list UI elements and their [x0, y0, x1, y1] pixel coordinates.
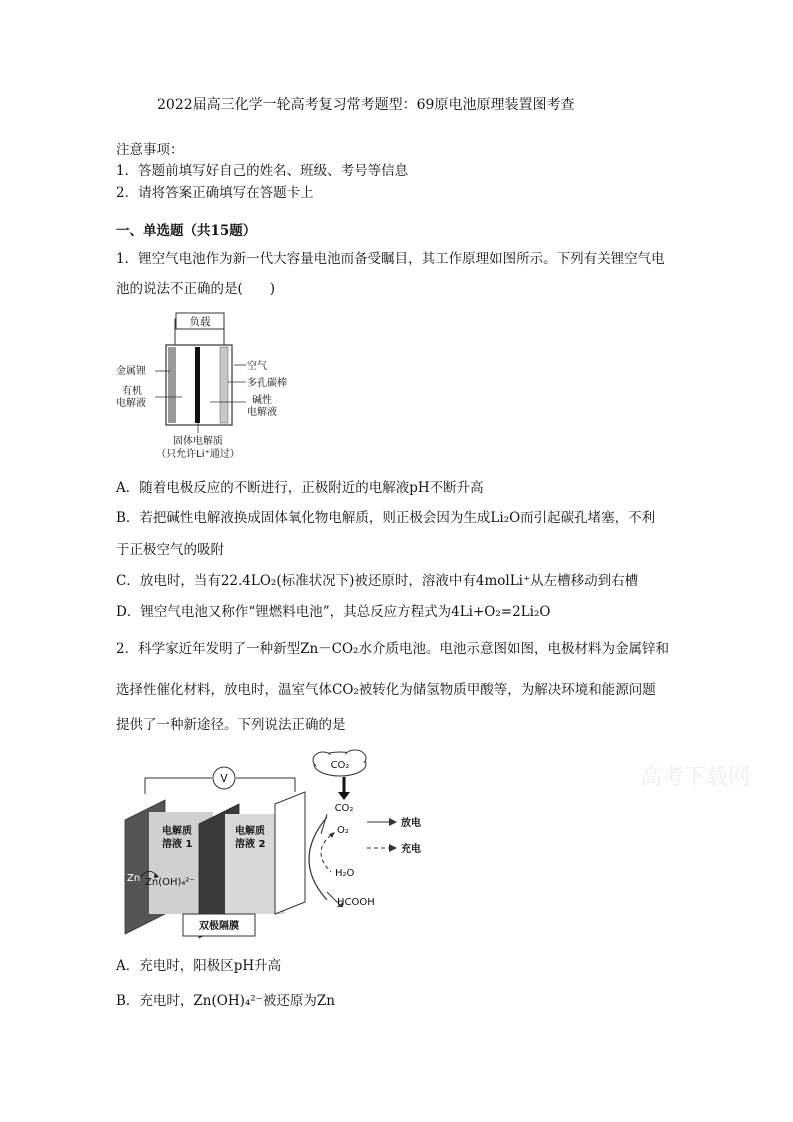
legend-discharge: 放电: [401, 818, 421, 829]
q2-option-a: A．充电时，阳极区pH升高: [116, 958, 282, 974]
catalytic-electrode: [275, 792, 305, 914]
section-heading: 一、单选题（共15题）: [116, 223, 257, 239]
label-electrolyte-2-num: 溶液 2: [235, 839, 266, 850]
notice-heading: 注意事项：: [116, 142, 184, 158]
solid-electrolyte: [195, 347, 200, 423]
label-organic: 有机: [122, 386, 142, 397]
watermark: 高考下载网: [640, 765, 751, 790]
label-zn: Zn: [127, 873, 141, 884]
notice-item: 2．请将答案正确填写在答题卡上: [116, 185, 314, 201]
label-li-only: （只允许Li⁺通过）: [156, 449, 240, 460]
q2-stem: 2．科学家近年发明了一种新型Zn－CO₂水介质电池。电池示意图如图，电极材料为金属锌和: [116, 641, 669, 657]
notice-item: 1．答题前填写好自己的姓名、班级、考号等信息: [116, 163, 409, 179]
q1-option-b-cont: 于正极空气的吸附: [116, 542, 224, 558]
load-label: 负载: [189, 316, 211, 328]
label-electrolyte-1-num: 溶液 1: [162, 839, 193, 850]
q1-option-d: D．锂空气电池又称作“锂燃料电池”，其总反应方程式为4Li+O₂=2Li₂O: [116, 604, 551, 620]
label-zincate: Zn(OH)₄²⁻: [145, 877, 195, 888]
lithium-air-cell-diagram: [110, 305, 310, 465]
q1-option-a: A．随着电极反应的不断进行，正极附近的电解液pH不断升高: [116, 480, 484, 496]
cloud-co2-label: CO₂: [330, 760, 350, 771]
label-organic-electrolyte: 电解液: [116, 398, 146, 409]
label-hcooh: HCOOH: [337, 897, 375, 908]
label-alkaline: 碱性: [252, 395, 272, 406]
label-solid-electrolyte: 固体电解质: [173, 436, 223, 447]
legend-charge: 充电: [401, 844, 421, 855]
q1-stem: 池的说法不正确的是( ): [116, 281, 276, 297]
label-alkaline-electrolyte: 电解液: [247, 407, 277, 418]
q1-option-c: C．放电时，当有22.4LO₂(标准状况下)被还原时，溶液中有4molLi⁺从左槽移动到右槽: [116, 573, 639, 589]
label-carbon-rod: 多孔碳棒: [247, 378, 287, 389]
q2-option-b: B．充电时，Zn(OH)₄²⁻被还原为Zn: [116, 993, 335, 1009]
label-lithium: 金属锂: [116, 366, 146, 377]
label-o2: O₂: [337, 825, 349, 836]
voltmeter-label: V: [220, 773, 228, 785]
zn-co2-cell-diagram: [115, 742, 425, 942]
label-membrane: 双极隔膜: [199, 921, 239, 932]
q2-stem: 提供了一种新途径。下列说法正确的是: [116, 717, 346, 733]
q1-stem: 1．锂空气电池作为新一代大容量电池而备受瞩目，其工作原理如图所示。下列有关锂空气电: [116, 251, 665, 267]
lithium-electrode: [168, 347, 176, 423]
page-title: 2022届高三化学一轮高考复习常考题型：69原电池原理装置图考查: [157, 97, 575, 113]
q2-stem: 选择性催化材料，放电时，温室气体CO₂被转化为储氢物质甲酸等，为解决环境和能源问题: [116, 682, 656, 698]
label-air: 空气: [247, 361, 267, 372]
q1-option-b: B．若把碱性电解液换成固体氧化物电解质，则正极会因为生成Li₂O而引起碳孔堵塞，不利: [116, 510, 656, 526]
label-electrolyte-2: 电解质: [235, 826, 265, 837]
label-h2o: H₂O: [335, 868, 355, 879]
label-electrolyte-1: 电解质: [162, 826, 192, 837]
carbon-rod: [220, 347, 228, 423]
label-co2: CO₂: [334, 803, 354, 814]
